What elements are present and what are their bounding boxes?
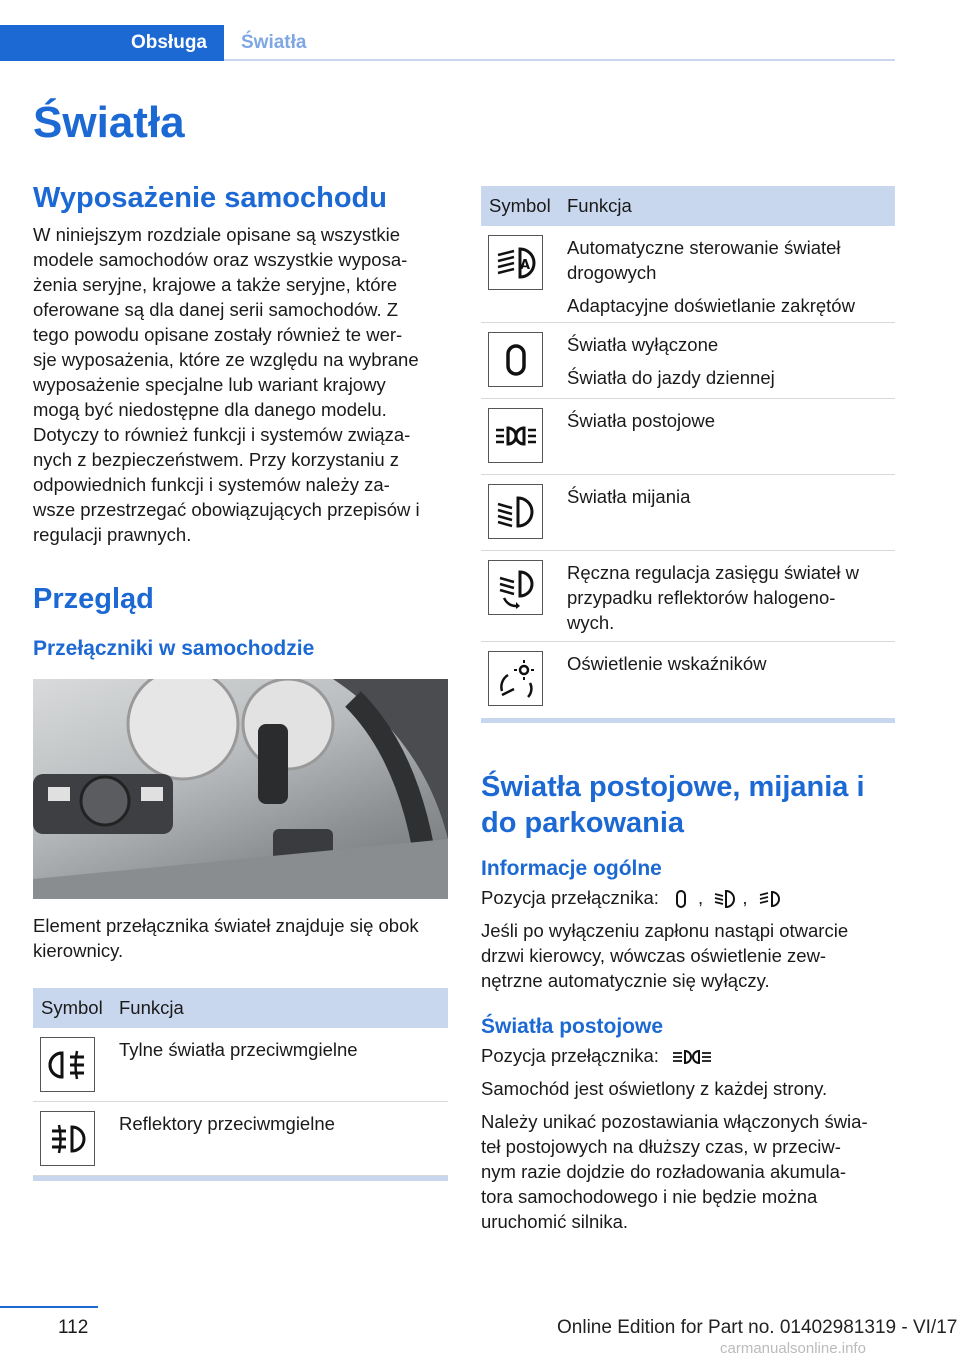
section-heading-equipment: Wyposażenie samochodu <box>33 182 387 214</box>
tab-swiatla[interactable]: Światła <box>241 32 307 53</box>
switch-position-line: Pozycja przełącznika: , , <box>481 885 895 910</box>
right-column <box>481 186 895 1234</box>
section-heading-parking-lights: Światła postojowe, mijania i do parkowania <box>481 771 865 839</box>
fog-light-table <box>33 988 448 1181</box>
auto-headlight-icon <box>488 235 543 290</box>
subsection-heading-general-info: Informacje ogólne <box>481 857 662 880</box>
page-number: 112 <box>58 1317 89 1338</box>
info-text: Jeśli po wyłączeniu zapłonu nastąpi otwarcie drzwi kierowcy, wówczas oświetlenie zew‐ nętrzne automatycznie się wyłączy. <box>481 920 849 992</box>
table-row: Światła postojowe <box>481 399 895 475</box>
parking-switch-position: Pozycja przełącznika: <box>481 1043 895 1068</box>
low-beam-icon <box>714 888 736 910</box>
low-beam-icon <box>488 484 543 539</box>
table-row: Oświetlenie wskaźników <box>481 642 895 718</box>
table-row: Światła wyłączone Światła do jazdy dziennej <box>481 323 895 399</box>
table-header: Symbol Funkcja <box>481 186 895 226</box>
parking-light-icon <box>670 1046 714 1068</box>
section-heading-overview: Przegląd <box>33 583 154 615</box>
rear-fog-light-icon <box>40 1037 95 1092</box>
parking-text-2: Należy unikać pozostawiania włączonych świa‐ teł postojowych na dłuższy czas, w przeciw‐ nym razie dojdzie do rozładowania akumula‐ tora samochodowego i nie będzie można uruchomić silnika. <box>481 1111 868 1233</box>
instrument-lighting-icon <box>488 651 543 706</box>
light-switch-table <box>481 186 895 723</box>
parking-text-1: Samochód jest oświetlony z każdej strony. <box>481 1078 828 1100</box>
auto-headlight-icon <box>759 888 781 910</box>
svg-text:A: A <box>519 257 530 273</box>
table-header: Symbol Funkcja <box>33 988 448 1028</box>
page-title: Światła <box>33 98 185 147</box>
front-fog-light-icon <box>40 1111 95 1166</box>
footer-rule <box>0 1306 98 1308</box>
equipment-text: W niniejszym rozdziale opisane są wszystkie modele samochodów oraz wszystkie wyposa‐ żenia seryjne, krajowe a także seryjne, które oferowane są dla danej serii samochodów. Z tego powodu opisane zostały również te wer‐ sje wyposażenia, które ze względu na wybrane wyposażenie specjalne lub wariant krajowy mogą być niedostępne dla danego modelu. Dotyczy to również funkcji i systemów związa‐ nych z bezpieczeństwem. Przy korzystaniu z odpowiednich funkcji i systemów należy za‐ wsze przestrzegać obowiązujących przepisów i regulacji prawnych. <box>33 224 420 545</box>
lights-off-icon <box>488 332 543 387</box>
watermark: carmanualsonline.info <box>720 1340 866 1357</box>
parking-light-icon <box>488 408 543 463</box>
lights-off-icon <box>670 888 692 910</box>
header-bar <box>0 25 895 61</box>
light-switch-photo <box>33 679 448 899</box>
table-row: Reflektory przeciwmgielne <box>33 1102 448 1176</box>
subsection-heading-switches: Przełączniki w samochodzie <box>33 637 315 660</box>
table-row: Tylne światła przeciwmgielne <box>33 1028 448 1102</box>
left-column <box>33 180 448 1181</box>
table-row: Ręczna regulacja zasięgu świateł w przypadku reflektorów halogeno‐ wych. <box>481 551 895 642</box>
tab-obsluga[interactable]: Obsługa <box>0 25 224 61</box>
edition-note: Online Edition for Part no. 01402981319 - VI/17 <box>557 1317 958 1338</box>
table-row: Światła mijania <box>481 475 895 551</box>
switch-caption: Element przełącznika świateł znajduje się obok kierownicy. <box>33 915 419 961</box>
table-row: A Automatyczne sterowanie świateł drogowych Adaptacyjne doświetlanie zakrętów <box>481 226 895 323</box>
headlight-range-icon <box>488 560 543 615</box>
subsection-heading-parking: Światła postojowe <box>481 1015 664 1039</box>
